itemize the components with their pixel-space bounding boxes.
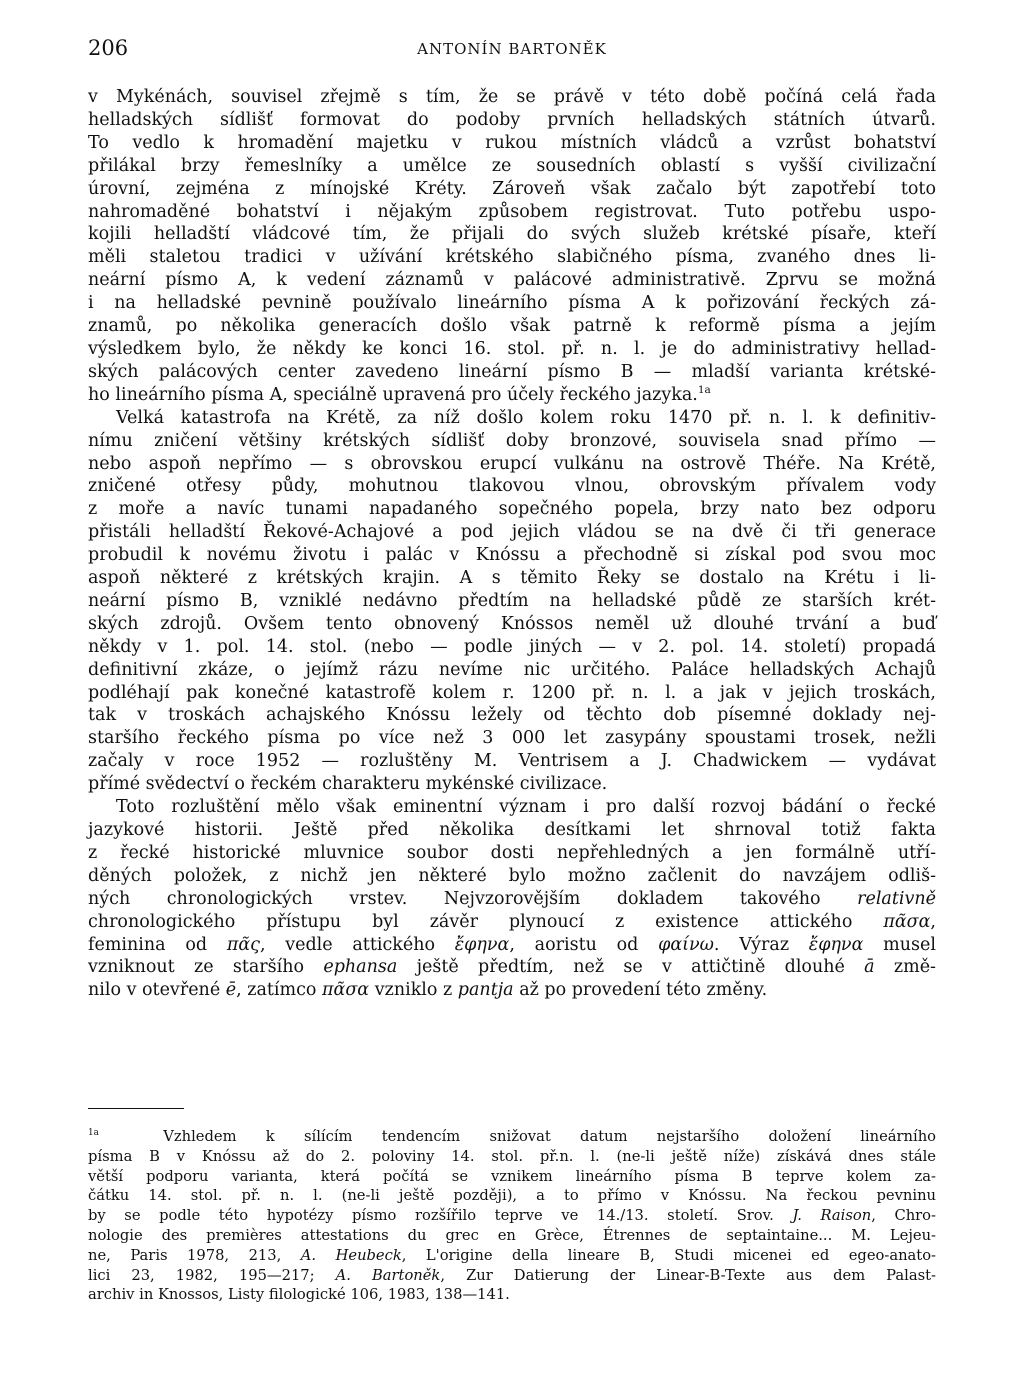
- running-head: ANTONÍN BARTONĚK: [417, 40, 607, 58]
- footnote-line-text: Vzhledem k sílícím tendencím snižovat datum nejstaršího doložení lineárního: [163, 1128, 936, 1145]
- body-line-text: , vedle attického: [259, 934, 436, 955]
- body-line: nímu zničení většiny krétských sídlišť doby bronzové, souvisela snad přímo —: [88, 430, 936, 451]
- footnote-line-text: ne, Paris 1978, 213,: [88, 1246, 282, 1264]
- body-line-text: feminina od: [88, 934, 208, 955]
- body-line: chronologického přístupu byl závěr plynoucí z existence attického πᾶσα,: [88, 911, 936, 932]
- body-line-text: až po provedení této změny.: [519, 980, 768, 1001]
- body-line: ských zdrojů. Ovšem tento obnovený Knóssos neměl už dlouhé trvání a buď: [88, 613, 936, 634]
- body-line: [88, 384, 936, 407]
- body-line-text: , zatímco: [236, 980, 317, 1001]
- body-line: přímé svědectví o řeckém charakteru mykénské civilizace.: [88, 774, 608, 795]
- page-header: [88, 36, 936, 66]
- body-line: přilákal brzy řemeslníky a umělce ze sousedních oblastí s vyšší civilizační: [88, 155, 936, 176]
- body-line: z moře a navíc tunami napadaného sopečného popela, brzy nato bez odporu: [88, 499, 936, 520]
- body-line: děných položek, z nichž jen některé bylo možno začlenit do navzájem odliš-: [88, 865, 936, 886]
- footnote-line: písma B v Knóssu až do 2. poloviny 14. stol. př.n. l. (ne-li ještě níže) získává dnes stále: [88, 1147, 936, 1165]
- author-bartonek: A. Bartoněk: [335, 1266, 441, 1284]
- word-pantja: pantja: [457, 980, 514, 1001]
- footnote-line-text: by se podle této hypotézy písmo rozšířilo teprve ve 14./13. století. Srov.: [88, 1207, 774, 1225]
- footnote-line: větší podporu varianta, která počítá se vznikem lineárního písma B teprve kolem za-: [88, 1167, 936, 1185]
- body-line: [88, 934, 936, 957]
- body-line: [88, 888, 936, 911]
- body-line-text: , aoristu od: [509, 934, 639, 955]
- long-e: ē: [225, 980, 237, 1001]
- body-line-text: . Výraz: [713, 934, 790, 955]
- body-line: i na helladské pevnině používalo lineárního písma A k pořizování řeckých zá-: [88, 293, 936, 314]
- body-line: definitivní zkáze, o jejímž rázu nevíme nic určitého. Paláce helladských Achajů: [88, 659, 936, 680]
- body-line: [88, 796, 936, 819]
- greek-word-ephena: ἔφηνα: [454, 934, 510, 955]
- footnote-line-text: , L'origine della lineare B, Studi micenei ed egeo-anato-: [401, 1246, 936, 1264]
- body-line: zničené otřesy půdy, mohutnou tlakovou vlnou, obrovským přívalem vody: [88, 476, 936, 497]
- body-line: jazykové historii. Ještě před několika desítkami let shrnoval totiž fakta: [88, 820, 936, 840]
- author-raison: J. Raison: [792, 1207, 872, 1225]
- body-line: aspoň některé z krétských krajin. A s těmito Řeky se dostalo na Krétu i li-: [88, 568, 936, 589]
- footnote-line-text: , Zur Datierung der Linear-B-Texte aus dem Palast-: [440, 1266, 937, 1284]
- body-line: neární písmo B, vzniklé nedávno předtím na helladské půdě ze starších krét-: [88, 590, 936, 611]
- body-line: výsledkem bylo, že někdy ke konci 16. stol. př. n. l. je do administrativy hellad-: [88, 338, 936, 359]
- body-line: přistáli helladští Řekové-Achajové a pod jejich vládou se na dvě či tři generace: [88, 522, 936, 543]
- page-number: 206: [88, 36, 129, 60]
- footnote-rule: [88, 1108, 184, 1109]
- long-a: ā: [864, 957, 875, 978]
- footnote-reference: 1a: [697, 383, 711, 396]
- body-line-text: ných chronologických vrstev. Nejvzorovějším dokladem takového: [88, 888, 821, 909]
- greek-word-pasa: πᾶσα: [883, 911, 931, 932]
- body-line: [88, 407, 936, 430]
- body-line-text: chronologického přístupu byl závěr plynoucí z existence attického: [88, 911, 853, 932]
- body-line-text: musel: [883, 934, 936, 955]
- body-line: nahromaděné bohatství i nějakým způsobem registrovat. Tuto potřebu uspo-: [88, 201, 936, 222]
- body-line: To vedlo k hromadění majetku v rukou místních vládců a vzrůst bohatství: [88, 132, 936, 153]
- body-line: měli staletou tradici v užívání krétského slabičného písma, zvaného dnes li-: [88, 247, 936, 268]
- body-line: v Mykénách, souvisel zřejmě s tím, že se právě v této době počíná celá řada: [88, 87, 936, 107]
- body-line: z řecké historické mluvnice soubor dosti nepřehledných a jen formálně utří-: [88, 842, 936, 863]
- footnote-line: [88, 1127, 936, 1147]
- body-line: staršího řeckého písma po více než 3 000 let zasypány spoustami trosek, nežli: [88, 728, 936, 749]
- body-line-text: změ-: [893, 957, 936, 978]
- footnote-line: [88, 1246, 936, 1266]
- body-line-text: nilo v otevřené: [88, 980, 221, 1001]
- greek-word-phaino: φαίνω: [658, 934, 714, 955]
- body-line: nebo aspoň nepřímo — s obrovskou erupcí vulkánu na ostrově Théře. Na Krétě,: [88, 453, 936, 474]
- footnote-line: [88, 1266, 936, 1286]
- greek-word-ephena-2: ἔφηνα: [808, 934, 864, 955]
- body-line-text: Velká katastrofa na Krétě, za níž došlo kolem roku 1470 př. n. l. k definitiv-: [116, 407, 936, 428]
- footnote-line-text: lici 23, 1982, 195—217;: [88, 1266, 315, 1284]
- footnote-line: archiv in Knossos, Listy filologické 106, 1983, 138—141.: [88, 1286, 510, 1304]
- body-line-text: ho lineárního písma A, speciálně upravená pro účely řeckého jazyka.: [88, 384, 698, 405]
- body-line: helladských sídlišť formovat do podoby prvních helladských státních útvarů.: [88, 109, 936, 130]
- body-line-text: vzniknout ze staršího: [88, 957, 305, 978]
- author-heubeck: A. Heubeck: [300, 1246, 402, 1264]
- body-line: [88, 979, 936, 1002]
- body-line: někdy v 1. pol. 14. stol. (nebo — podle jiných — v 2. pol. 14. století) propadá: [88, 636, 936, 657]
- word-ephansa: ephansa: [323, 957, 398, 978]
- body-line: kojili helladští vládcové tím, že přijali do svých služeb krétské písaře, kteří: [88, 224, 936, 245]
- footnote-line-text: , Chro-: [871, 1207, 936, 1225]
- body-line: probudil k novému životu i palác v Knóssu a přechodně si získal pod svou moc: [88, 545, 936, 566]
- body-text: [88, 86, 936, 1002]
- body-line: začaly v roce 1952 — rozluštěny M. Ventrisem a J. Chadwickem — vydávat: [88, 751, 936, 772]
- body-line-text: vzniklo z: [374, 980, 453, 1001]
- body-line: úrovní, zejména z mínojské Kréty. Zároveň však začalo být zapotřebí toto: [88, 178, 936, 199]
- greek-word-pas: πᾶς: [226, 934, 260, 955]
- footnote-line: [88, 1206, 936, 1226]
- body-line: znamů, po několika generacích došlo však patrně k reformě písma a jejím: [88, 316, 936, 337]
- body-line: neární písmo A, k vedení záznamů v palácové administrativě. Zprvu se možná: [88, 270, 936, 291]
- body-line-text: ještě předtím, než se v attičtině dlouhé: [416, 957, 845, 978]
- footnote-marker: 1a: [88, 1128, 99, 1139]
- body-line: ských palácových center zavedeno lineární písmo B — mladší varianta krétské-: [88, 361, 936, 382]
- greek-word-pasa-2: πᾶσα: [322, 980, 370, 1001]
- footnote-line: nologie des premières attestations du grec en Grèce, Étrennes de septaintaine... M. Lejeu-: [88, 1226, 936, 1244]
- footnote: [88, 1127, 936, 1305]
- body-line: [88, 956, 936, 979]
- footnote-line: čátku 14. stol. př. n. l. (ne-li ještě později), a to přímo v Knóssu. Na řeckou pevninu: [88, 1187, 936, 1205]
- emphasis-relativne: relativně: [857, 888, 936, 909]
- body-line-text: Toto rozluštění mělo však eminentní význam i pro další rozvoj bádání o řecké: [116, 797, 936, 818]
- body-line: podléhají pak konečné katastrofě kolem r. 1200 př. n. l. a jak v jejich troskách,: [88, 682, 936, 703]
- body-line: tak v troskách achajského Knóssu ležely od těchto dob písemné doklady nej-: [88, 705, 936, 726]
